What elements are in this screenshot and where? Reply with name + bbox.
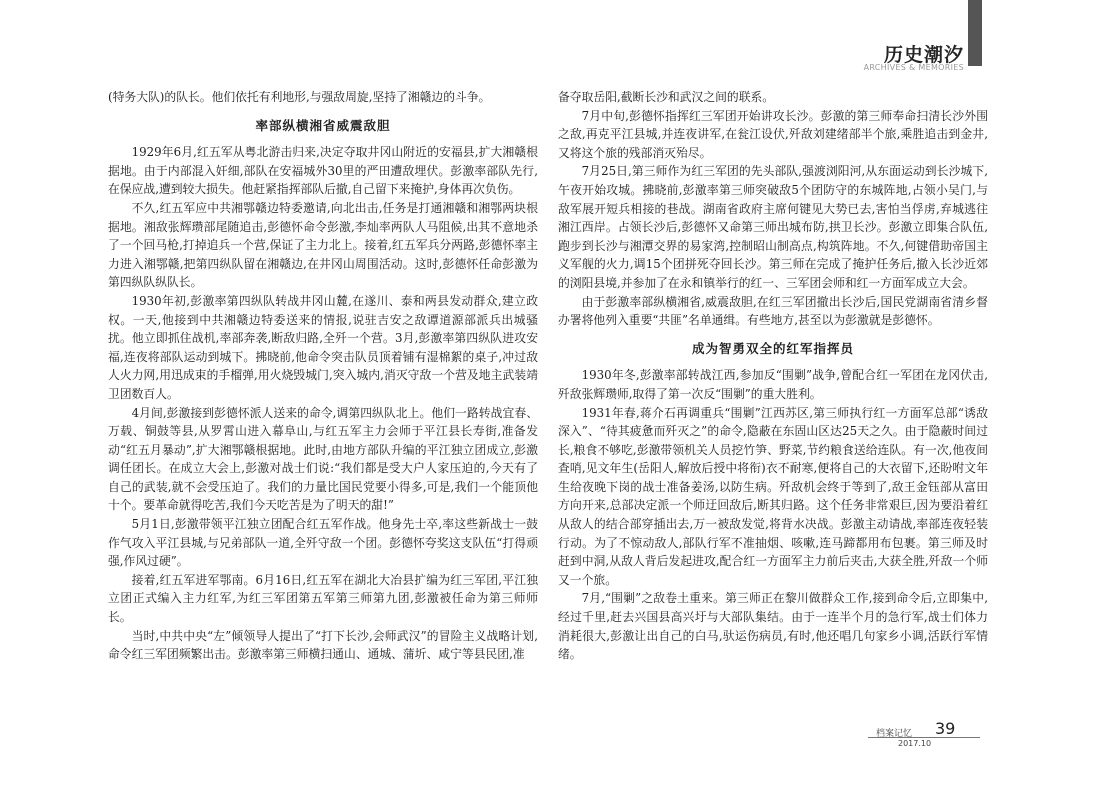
section-title: 历史潮汐 xyxy=(883,44,964,66)
header-accent-bar xyxy=(968,0,982,66)
paragraph: 接着,红五军进军鄂南。6月16日,红五军在湖北大冶县扩编为红三军团,平江独立团正式编入主力红军,为红三军团第五军第三师第九团,彭激被任命为第三师师长。 xyxy=(108,572,538,625)
paragraph: 1931年春,蒋介石再调重兵“围剿”江西苏区,第三师执行红一方面军总部“诱敌深入”、“待其疲惫而歼灭之”的命令,隐蔽在东固山区达25天之久。由于隐蔽时间过长,粮食不够吃,彭激带领机关人员挖竹笋、野菜,节约粮食送给连队。有一次,他夜间查哨,见文年生(岳阳人,解放后授中将衔)衣不耐寒,便将自己的大衣留下,还盼咐文年生给夜晚下岗的战士准备姜汤,以防生病。歼敌机会终于等到了,敌王金钰部从富田方向开来,总部决定派一个师迂回敌后,断其归路。这个任务非常艰巨,因为要沿着红从敌人的结合部穿插出去,万一被敌发觉,将背水决战。彭激主动请战,率部连夜轻装行动。为了不惊动敌人,部队行军不准抽烟、咳嗽,连马蹄都用布包裹。第三师及时赶到中洞,从敌人背后发起进攻,配合红一方面军主力前后夹击,大获全胜,歼敌一个师又一个旅。 xyxy=(558,405,988,587)
right-column xyxy=(558,88,988,664)
paragraph: 由于彭激率部纵横湘省,威震敌胆,在红三军团撤出长沙后,国民党湖南省清乡督办署将他列入重要“共匪”名单通缉。有些地方,甚至以为彭激就是彭德怀。 xyxy=(558,294,988,328)
paragraph: 当时,中共中央“左”倾领导人提出了“打下长沙,会师武汉”的冒险主义战略计划,命令红三军团频繁出击。彭激率第三师横扫通山、通城、蒲圻、咸宁等县民团,准 xyxy=(108,628,538,662)
paragraph: 7月中旬,彭德怀指挥红三军团开始讲攻长沙。彭激的第三师奉命扫清长沙外围之敌,再克平江县城,并连夜讲军,在瓮江设伏,歼敌刘建绪部半个旅,乘胜追击到金井,又将这个旅的残部消灭殆尽。 xyxy=(558,108,988,160)
paragraph: 1929年6月,红五军从粤北游击归来,决定夺取井冈山附近的安福县,扩大湘赣根据地。由于内部混入奸细,部队在安福城外30里的严田遭敌埋伏。彭激率部队先行,在保应战,遭到较大损失。他赶紧指挥部队后撤,自己留下来掩护,身体再次负伤。 xyxy=(108,145,538,197)
paragraph: 1930年初,彭激率第四纵队转战井冈山麓,在遂川、泰和两县发动群众,建立政权。一天,他接到中共湘赣边特委送来的情报,说驻吉安之敌谭道源部派兵出城骚扰。他立即抓住战机,率部奔袭,断敌归路,全歼一个营。3月,彭激率第四纵队进攻安福,连夜将部队运动到城下。拂晓前,他命令突击队员顶着铺有湿棉絮的桌子,冲过敌人火力网,用迅成束的手榴弹,用火烧毁城门,突入城内,消灭守敌一个营及地主武装靖卫团数百人。 xyxy=(108,293,538,401)
issue-date: 2017.10 xyxy=(898,739,932,748)
section-heading: 率部纵横湘省威震敌胆 xyxy=(255,117,391,133)
magazine-name: 档案记忆 xyxy=(876,729,913,739)
paragraph: (特务大队)的队长。他们依托有利地形,与强敌周旋,坚持了湘赣边的斗争。 xyxy=(108,90,491,104)
paragraph: 4月间,彭激接到彭德怀派人送来的命令,调第四纵队北上。他们一路转战宜春、万载、铜鼓等县,从罗霄山进入幕阜山,与红五军主力会师于平江县长寿街,准备发动“红五月暴动”,扩大湘鄂赣根据地。此时,由地方部队升编的平江独立团成立,彭激调任团长。在成立大会上,彭激对战士们说:“我们都是受大户人家压迫的,今天有了自己的武装,就不会受压迫了。我们的力量比国民党要小得多,可是,我们一个能顶他十个。要革命就得吃苦,我们今天吃苦是为了明天的甜!” xyxy=(108,405,538,513)
paragraph: 5月1日,彭激带领平江独立团配合红五军作战。他身先士卒,率这些新战士一鼓作气攻入平江县城,与兄弟部队一道,全歼守敌一个团。彭德怀夸奖这支队伍“打得顽强,作风过硬”。 xyxy=(108,517,538,569)
left-column xyxy=(108,88,538,664)
paragraph: 7月,“围剿”之敌卷土重来。第三师正在黎川做群众工作,接到命令后,立即集中,经过千里,赶去兴国县高兴圩与大部队集结。由于一连半个月的急行军,战士们体力消耗很大,彭激让出自己的白马,驮运伤病员,有时,他还唱几句家乡小调,活跃行军情绪。 xyxy=(558,591,988,662)
section-heading: 成为智勇双全的红军指挥员 xyxy=(691,340,854,356)
paragraph: 备夺取岳阳,截断长沙和武汉之间的联系。 xyxy=(558,90,775,104)
paragraph: 1930年冬,彭激率部转战江西,参加反“围剿”战争,曾配合红一军团在龙冈伏击,歼敌张辉瓒师,取得了第一次反“围剿”的重大胜利。 xyxy=(558,368,988,401)
paragraph: 不久,红五军应中共湘鄂赣边特委邀请,向北出击,任务是打通湘赣和湘鄂两块根据地。湘敌张辉瓒部尾随追击,彭德怀命令彭激,李灿率两队人马阻候,出其不意地杀了一个回马枪,打掉追兵一个营,保证了主力北上。接着,红五军兵分两路,彭德怀率主力进入湘鄂赣,把第四纵队留在湘赣边,在井冈山周围活动。这时,彭德怀任命彭激为第四纵队纵队长。 xyxy=(108,200,538,290)
section-subtitle: ARCHIVES & MEMORIES xyxy=(863,63,964,72)
page-header xyxy=(0,0,1100,80)
paragraph: 7月25日,第三师作为红三军团的先头部队,强渡浏阳河,从东面运动到长沙城下,午夜开始攻城。拂晓前,彭激率第三师突破敌5个团防守的东城阵地,占领小吴门,与敌军展开短兵相接的巷战。湖南省政府主席何键见大势已去,害怕当俘虏,弃城逃往湘江西岸。占领长沙后,彭德怀又命第三师出城布防,拱卫长沙。彭激立即集合队伍,跑步到长沙与湘潭交界的易家湾,控制昭山制高点,构筑阵地。不久,何键借助帝国主义军舰的火力,调15个团拼死夺回长沙。第三师在完成了掩护任务后,撤入长沙近郊的浏阳县境,并参加了在永和镇举行的红一、三军团会师和红一方面军成立大会。 xyxy=(558,164,988,290)
page-number: 39 xyxy=(935,719,956,738)
